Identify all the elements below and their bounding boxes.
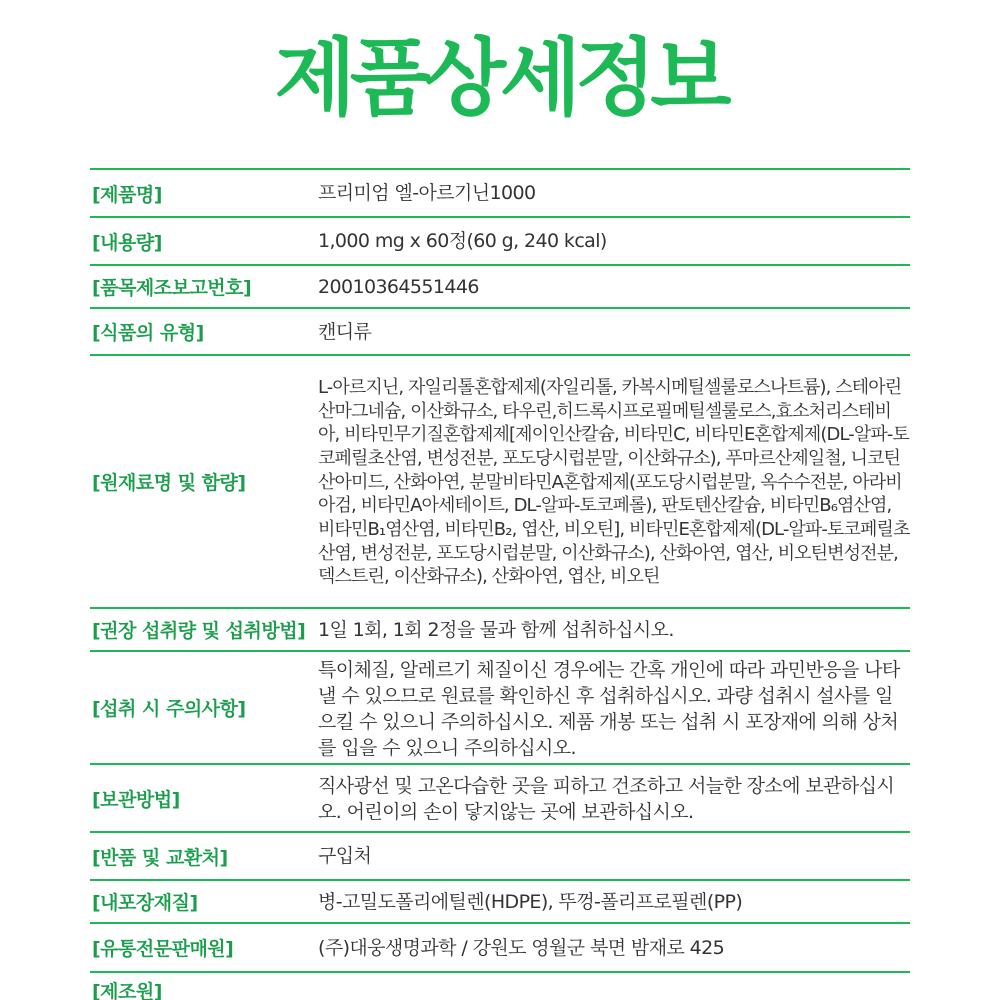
table-row <box>90 170 910 218</box>
row-value: 1일 1회, 1회 2정을 물과 함께 섭취하십시오. <box>318 618 674 641</box>
table-row <box>90 765 910 833</box>
row-value: 특이체질, 알레르기 체질이신 경우에는 간혹 개인에 따라 과민반응을 나타낼 수 있으므로 원료를 확인하신 후 섭취하십시오. 과량 섭취시 설사를 일으킬 수 있으니 주의하십시오. 제품 개봉 또는 섭취 시 포장재에 의해 상처를 입을 수 있으니 주의하십시오. <box>318 658 900 759</box>
table-row <box>90 924 910 973</box>
row-value: 구입처 <box>318 845 372 867</box>
row-label: [식품의 유형] <box>92 322 204 344</box>
row-label: [보관방법] <box>92 788 180 811</box>
row-value: 병-고밀도폴리에틸렌(HDPE), 뚜껑-폴리프로필렌(PP) <box>318 890 743 913</box>
table-row <box>90 266 910 309</box>
row-value: 캔디류 <box>318 320 372 343</box>
row-value: 프리미엄 엘-아르기닌1000 <box>318 182 536 204</box>
row-label: [권장 섭취량 및 섭취방법] <box>92 620 306 642</box>
row-value: 1,000 mg x 60정(60 g, 240 kcal) <box>318 230 607 252</box>
row-label: [섭취 시 주의사항] <box>92 698 246 720</box>
table-row <box>90 309 910 356</box>
row-label: [유통전문판매원] <box>92 938 234 960</box>
row-value: 직사광선 및 고온다습한 곳을 피하고 건조하고 서늘한 장소에 보관하십시오. 어린이의 손이 닿지않는 곳에 보관하십시오. <box>318 775 895 823</box>
row-label: [품목제조보고번호] <box>92 277 252 299</box>
row-label: [내포장재질] <box>92 892 198 914</box>
product-info-table <box>90 168 910 1000</box>
row-value: 20010364551446 <box>318 275 479 298</box>
table-row <box>90 218 910 266</box>
row-value: (주)대웅생명과학 / 강원도 영월군 북면 밤재로 425 <box>318 936 725 959</box>
table-row <box>90 356 910 609</box>
row-label: [제조원] <box>92 981 162 1000</box>
page-title: 제품상세정보 <box>274 29 726 127</box>
row-label: [내용량] <box>92 231 162 254</box>
row-label: [반품 및 교환처] <box>92 846 228 869</box>
table-row <box>90 881 910 924</box>
row-label: [원재료명 및 함량] <box>92 472 246 494</box>
table-row <box>90 973 910 1000</box>
table-row <box>90 652 910 765</box>
table-row <box>90 609 910 652</box>
row-label: [제품명] <box>92 183 162 206</box>
table-row <box>90 833 910 881</box>
row-value: L-아르지닌, 자일리톨혼합제제(자일리톨, 카복시메틸셀룰로스나트륨), 스테아린산마그네슘, 이산화규소, 타우린,히드록시프로필메틸셀룰로스,효소처리스테비아, 비타민무기질혼합제제[제이인산칼슘, 비타민C, 비타민E혼합제제(DL-알파-토코페릴초산염, 변성전분, 포도당시럽분말, 이산화규소), 푸마르산제일철, 니코틴산아미드, 산화아연, 분말비타민A혼합제제(포도당시럽분말, 옥수수전분, 아라비아검, 비타민A아세테이트, DL-알파-토코페롤), 판토텐산칼슘, 비타민B₆염산염, 비타민B₁염산염, 비타민B₂, 엽산, 비오틴], 비타민E혼합제제(DL-알파-토코페릴초산염, 변성전분, 포도당시럽분말, 이산화규소), 산화아연, 엽산, 비오틴변성전분, 덱스트린, 이산화규소), 산화아연, 엽산, 비오틴 <box>318 376 910 588</box>
